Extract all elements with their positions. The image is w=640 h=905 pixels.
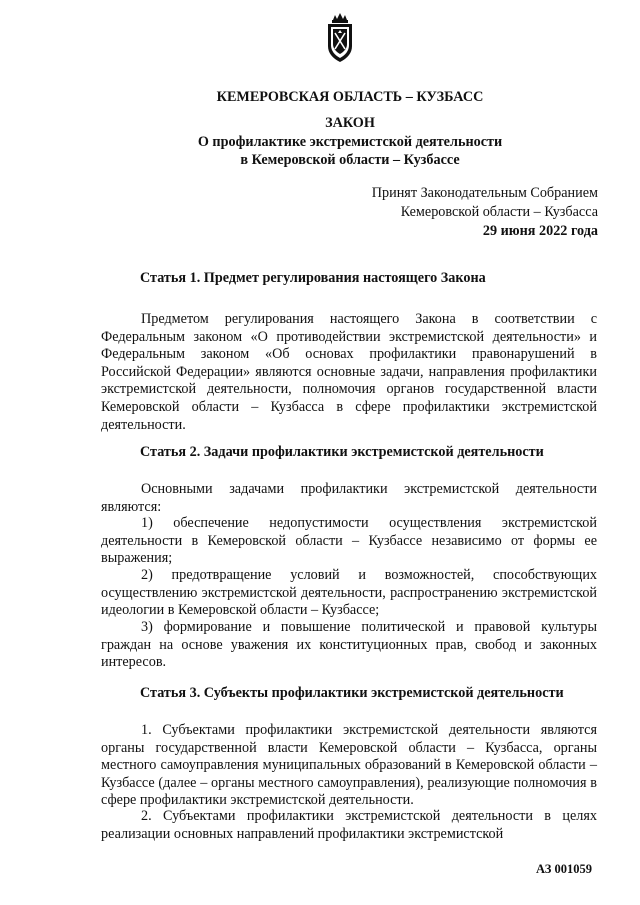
- adoption-block: [372, 184, 598, 241]
- adoption-date: 29 июня 2022 года: [482, 223, 598, 239]
- law-title-line-1: О профилактике экстремистской деятельности: [197, 134, 503, 150]
- article-2-item-3: 3) формирование и повышение политической и правовой культуры граждан на основе уважения их конституционных прав, свобод и законных интересов.: [101, 619, 597, 671]
- document-code: АЗ 001059: [536, 862, 592, 876]
- document-type: ЗАКОН: [325, 115, 375, 131]
- adoption-line-2: Кемеровской области – Кузбасса: [400, 204, 598, 220]
- article-1-paragraph: Предметом регулирования настоящего Закона в соответствии с Федеральным законом «О противодействии экстремистской деятельности» и Федеральным законом «Об основах профилактики правонарушений в Российской Федерации» являются основные задачи, направления профилактики экстремистской деятельности, полномочия органов государственной власти Кемеровской области – Кузбасса в сфере профилактики экстремистской деятельности.: [101, 311, 597, 433]
- adoption-line-1: Принят Законодательным Собранием: [371, 185, 598, 201]
- article-3-item-1: 1. Субъектами профилактики экстремистской деятельности являются органы государственной власти Кемеровской области – Кузбасса, органы местного самоуправления муниципальных образований в Кемеровской области – Кузбассе (далее – органы местного самоуправления), реализующие полномочия в сфере профилактики экстремистской деятельности.: [101, 722, 597, 809]
- coat-of-arms-icon: [325, 12, 355, 64]
- law-title-line-2: в Кемеровской области – Кузбассе: [240, 152, 460, 168]
- region-heading: КЕМЕРОВСКАЯ ОБЛАСТЬ – КУЗБАСС: [216, 89, 484, 105]
- article-3-item-2: 2. Субъектами профилактики экстремистской деятельности в целях реализации основных направлений профилактики экстремистской: [101, 808, 597, 842]
- article-2-heading: Статья 2. Задачи профилактики экстремистской деятельности: [140, 444, 544, 460]
- article-2-item-2: 2) предотвращение условий и возможностей, способствующих осуществлению экстремистской деятельности, распространению экстремистской идеологии в Кемеровской области – Кузбассе;: [101, 567, 597, 619]
- article-1-heading: Статья 1. Предмет регулирования настоящего Закона: [140, 270, 486, 286]
- article-3-heading: Статья 3. Субъекты профилактики экстремистской деятельности: [140, 685, 564, 701]
- article-2-item-1: 1) обеспечение недопустимости осуществления экстремистской деятельности в Кемеровской области – Кузбассе независимо от формы ее выражения;: [101, 515, 597, 567]
- article-2-intro: Основными задачами профилактики экстремистской деятельности являются:: [101, 481, 597, 515]
